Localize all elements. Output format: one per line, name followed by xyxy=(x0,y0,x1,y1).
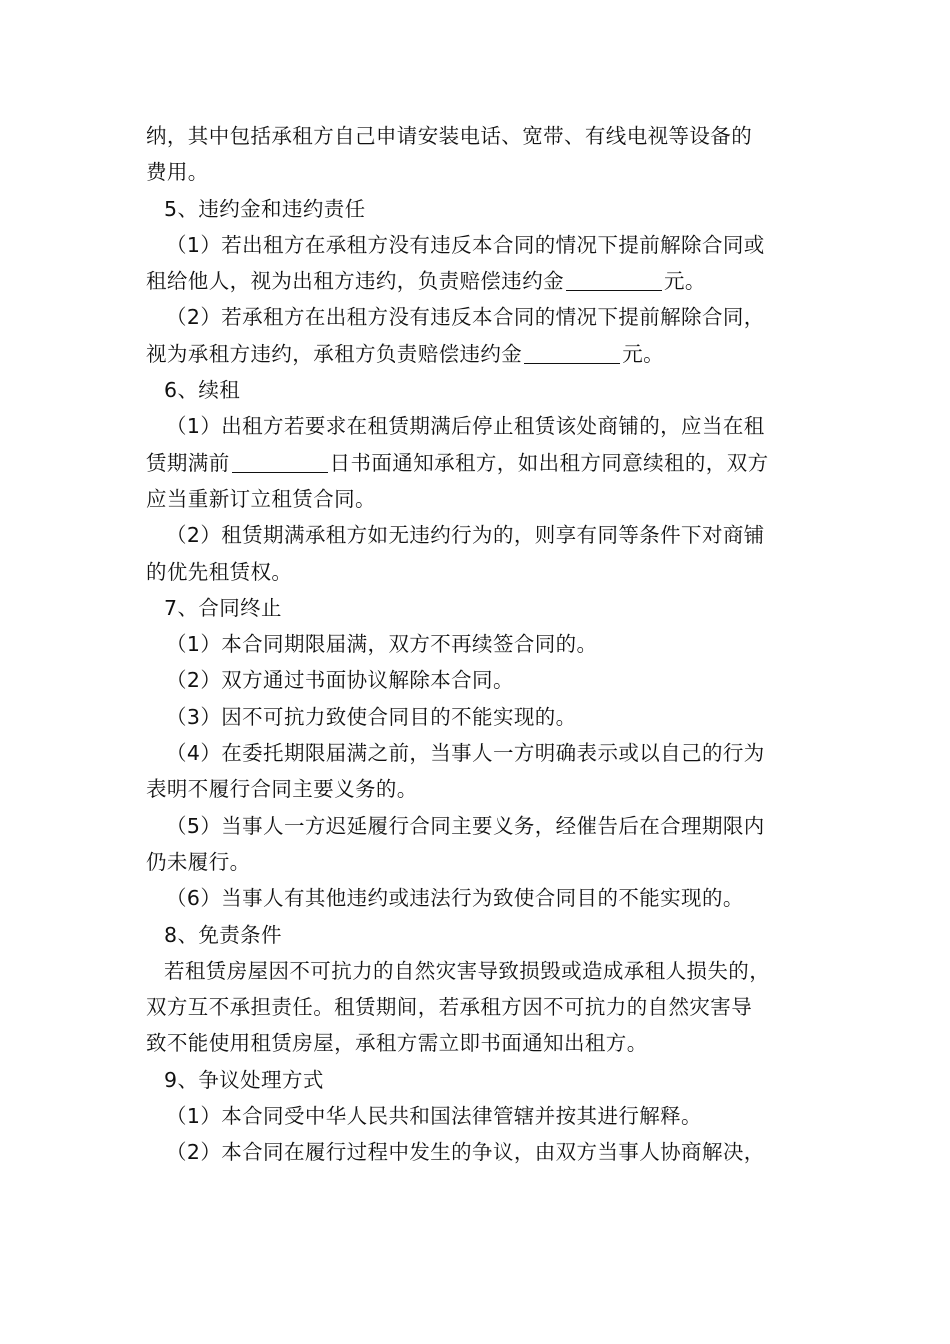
clause-line xyxy=(146,808,816,844)
text: 6、续租 xyxy=(164,378,241,403)
text: 仍未履行。 xyxy=(146,849,251,874)
text: （3）因不可抗力致使合同目的不能实现的。 xyxy=(166,704,577,729)
text-line xyxy=(146,263,816,299)
section-heading-5 xyxy=(146,191,816,227)
clause-line xyxy=(146,517,816,553)
clause-line xyxy=(146,299,816,335)
text: （1）若出租方在承租方没有违反本合同的情况下提前解除合同或 xyxy=(166,232,765,257)
text: （1）出租方若要求在租赁期满后停止租赁该处商铺的，应当在租 xyxy=(166,414,765,439)
text: （2）租赁期满承租方如无违约行为的，则享有同等条件下对商铺 xyxy=(166,523,765,548)
text: 的优先租赁权。 xyxy=(146,559,293,584)
text-line xyxy=(146,154,816,190)
text-line xyxy=(146,554,816,590)
text: 租给他人，视为出租方违约，负责赔偿违约金 xyxy=(146,269,564,294)
text: 5、违约金和违约责任 xyxy=(164,196,366,221)
clause-line xyxy=(146,1098,816,1134)
text: （6）当事人有其他违约或违法行为致使合同目的不能实现的。 xyxy=(166,886,744,911)
text: 双方互不承担责任。租赁期间，若承租方因不可抗力的自然灾害导 xyxy=(146,995,753,1020)
text: 元。 xyxy=(664,269,706,294)
text: 纳，其中包括承租方自己申请安装电话、宽带、有线电视等设备的 xyxy=(146,124,753,148)
text: （2）本合同在履行过程中发生的争议，由双方当事人协商解决， xyxy=(166,1140,765,1165)
text-line xyxy=(146,844,816,880)
clause-line xyxy=(146,408,816,444)
text: 元。 xyxy=(622,341,665,366)
text: （1）本合同期限届满，双方不再续签合同的。 xyxy=(166,632,598,657)
text: 致不能使用租赁房屋，承租方需立即书面通知出租方。 xyxy=(146,1031,648,1056)
text: 应当重新订立租赁合同。 xyxy=(146,486,376,511)
clause-line xyxy=(146,227,816,263)
document-body xyxy=(146,118,816,1171)
clause-line xyxy=(146,1134,816,1170)
clause-line xyxy=(146,735,816,771)
text: （2）若承租方在出租方没有违反本合同的情况下提前解除合同， xyxy=(166,305,765,330)
text-line xyxy=(146,1025,816,1061)
clause-line xyxy=(146,699,816,735)
text: 8、免责条件 xyxy=(164,922,282,947)
text: 9、争议处理方式 xyxy=(164,1067,324,1092)
text: 视为承租方违约，承租方负责赔偿违约金 xyxy=(146,341,523,366)
text-line xyxy=(146,118,816,154)
fill-in-blank xyxy=(524,341,620,364)
section-heading-8 xyxy=(146,917,816,953)
text: （2）双方通过书面协议解除本合同。 xyxy=(166,668,514,693)
text: （5）当事人一方迟延履行合同主要义务，经催告后在合理期限内 xyxy=(166,813,765,838)
clause-line xyxy=(146,626,816,662)
section-heading-6 xyxy=(146,372,816,408)
clause-line xyxy=(146,880,816,916)
text-line xyxy=(146,445,816,481)
text: （1）本合同受中华人民共和国法律管辖并按其进行解释。 xyxy=(166,1104,702,1129)
fill-in-blank xyxy=(566,268,662,291)
clause-line xyxy=(146,662,816,698)
text: 日书面通知承租方，如出租方同意续租的，双方 xyxy=(329,450,769,475)
text: 赁期满前 xyxy=(146,450,230,475)
text: 费用。 xyxy=(146,160,209,185)
section-heading-9 xyxy=(146,1062,816,1098)
section-heading-7 xyxy=(146,590,816,626)
clause-line xyxy=(146,953,816,989)
text: 7、合同终止 xyxy=(164,595,282,620)
text: 表明不履行合同主要义务的。 xyxy=(146,777,418,802)
text-line xyxy=(146,989,816,1025)
text: （4）在委托期限届满之前，当事人一方明确表示或以自己的行为 xyxy=(166,741,765,766)
text-line xyxy=(146,336,816,372)
text-line xyxy=(146,481,816,517)
text-line xyxy=(146,771,816,807)
text: 若租赁房屋因不可抗力的自然灾害导致损毁或造成承租人损失的， xyxy=(164,958,771,983)
fill-in-blank xyxy=(232,450,328,473)
